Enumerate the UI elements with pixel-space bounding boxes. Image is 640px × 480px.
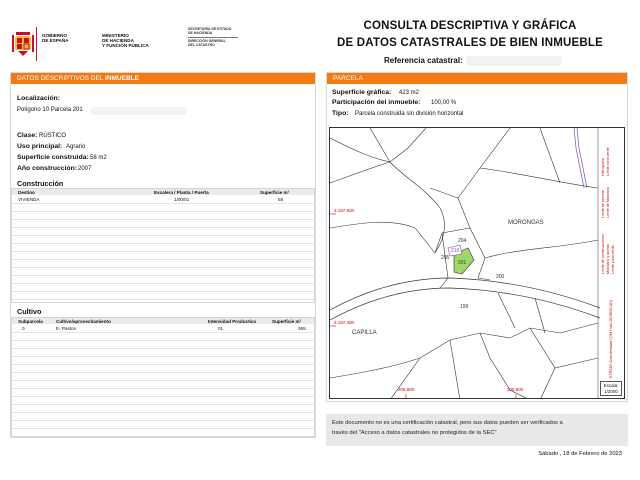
descriptive-data-panel [10, 72, 316, 438]
col-cultivo: Cultivo/aprovechamiento [56, 318, 111, 324]
table-row-destino: VIVIENDA [18, 197, 40, 202]
notice-line-2: través del "Acceso a datos catastrales no protegidos de la SEC" [332, 430, 497, 436]
cultivo-title: Cultivo [17, 307, 42, 316]
parcela-bar: PARCELA [327, 73, 627, 84]
place-morongas: MORONGAS [508, 220, 544, 226]
col-superficie-cultivo: Superficie m² [272, 318, 302, 324]
address-redacted [91, 107, 187, 115]
participacion-label: Participación del inmueble: [332, 99, 421, 106]
svg-text:ETRS89 (Coordenadas UTM Huso 2: ETRS89 (Coordenadas UTM Huso 28 REGCAN) [609, 299, 613, 378]
clase-label: Clase: [17, 132, 38, 139]
svg-text:Límite de construcciones: Límite de construcciones [601, 234, 605, 274]
table-row-intensidad: 01 [218, 326, 224, 331]
localizacion-value: Polígono 10 Parcela 201 [17, 107, 83, 113]
parcel-199-label: 199 [460, 304, 469, 310]
document-date: Sábado , 18 de Febrero de 2023 [538, 451, 622, 457]
ref-catastral-redacted [466, 56, 562, 66]
parcel-210-label: 210 [451, 248, 460, 254]
cadastral-map[interactable] [329, 127, 625, 399]
map-scale-box [600, 381, 622, 396]
place-capilla: CAPILLA [352, 330, 377, 336]
construccion-title: Construcción [17, 179, 64, 188]
col-subparcela: Subparcela [18, 318, 43, 324]
col-escalera: Escalera / Planta / Puerta [154, 189, 209, 195]
col-destino: Destino [18, 189, 35, 195]
svg-text:Límite zona verde: Límite zona verde [611, 245, 615, 274]
uso-value: Agrario [66, 144, 86, 150]
localizacion-label: Localización: [17, 95, 61, 102]
table-row-subparcela: 0 [22, 326, 25, 331]
parcel-205-label: 205 [441, 255, 450, 261]
parcel-201-label: 201 [458, 260, 467, 266]
tipo-label: Tipo: [332, 110, 349, 117]
coord-y1: 3.187.600 [334, 208, 355, 213]
map-drawing [330, 128, 625, 399]
table-row-superficie: 58 [278, 197, 284, 202]
anio-label: Año construcción: [17, 165, 78, 172]
document-title-line2: DE DATOS CATASTRALES DE BIEN INMUEBLE [337, 37, 603, 49]
parcel-200-label: 200 [496, 274, 505, 280]
participacion-value: 100,00 % [431, 100, 457, 106]
col-intensidad: Intensidad Productiva [208, 318, 256, 324]
gov-text: GOBIERNO DE ESPAÑA [42, 33, 69, 44]
table-row-superficie-cultivo: 365 [298, 326, 306, 331]
col-superficie: Superficie m² [260, 189, 290, 195]
sup-grafica-value: 423 m2 [399, 90, 420, 96]
map-scale-label: Escala: [603, 383, 619, 388]
construccion-header [12, 189, 314, 195]
map-scale-value: 1/2000 [604, 389, 618, 394]
cultivo-header [12, 318, 314, 324]
coord-x1: 208.600 [398, 387, 415, 392]
descriptive-data-bar: DATOS DESCRIPTIVOS DEL INMUEBLE [11, 73, 315, 84]
government-logo [12, 25, 232, 63]
parcela-panel [326, 72, 628, 402]
uso-label: Uso principal: [17, 143, 63, 150]
svg-text:Límite de Manzana: Límite de Manzana [606, 187, 610, 218]
coord-x2: 208.800 [507, 387, 524, 392]
verification-notice [326, 414, 628, 446]
coat-of-arms-icon [12, 29, 34, 57]
logo-divider [36, 27, 37, 61]
coord-y2: 3.187.400 [334, 320, 355, 325]
parcel-204-label: 204 [458, 238, 467, 244]
notice-line-1: Este documento no es una certificación catastral, pero sus datos pueden ser verificados a [332, 420, 563, 426]
superficie-label: Superficie construida: [17, 154, 89, 161]
ref-catastral-label: Referencia catastral: [384, 56, 463, 65]
cultivo-table [11, 317, 315, 437]
svg-text:Límite zona verde: Límite zona verde [606, 147, 610, 176]
tipo-value: Parcela construida sin división horizontal [355, 111, 464, 117]
document-title-line1: CONSULTA DESCRIPTIVA Y GRÁFICA [363, 20, 577, 32]
clase-value: RÚSTICO [39, 133, 66, 139]
table-row-cultivo: E- Pastos [56, 326, 76, 331]
sup-grafica-label: Superficie gráfica: [332, 89, 392, 96]
superficie-value: 58 m2 [90, 155, 107, 161]
svg-text:Límite de parcela: Límite de parcela [601, 190, 605, 218]
svg-text:Hidrografía: Hidrografía [601, 158, 605, 176]
secretaria-text: SECRETARÍA DE ESTADO DE HACIENDA DIRECCIÓN GENERAL DEL CATASTRO [188, 27, 248, 47]
ministry-text: MINISTERIO DE HACIENDA Y FUNCIÓN PÚBLICA [102, 33, 149, 49]
svg-text:Mobiliario y aceras: Mobiliario y aceras [606, 244, 610, 274]
construccion-table [11, 188, 315, 303]
anio-value: 2007 [78, 166, 92, 172]
table-row-escalera: 1/00/01 [174, 197, 190, 202]
